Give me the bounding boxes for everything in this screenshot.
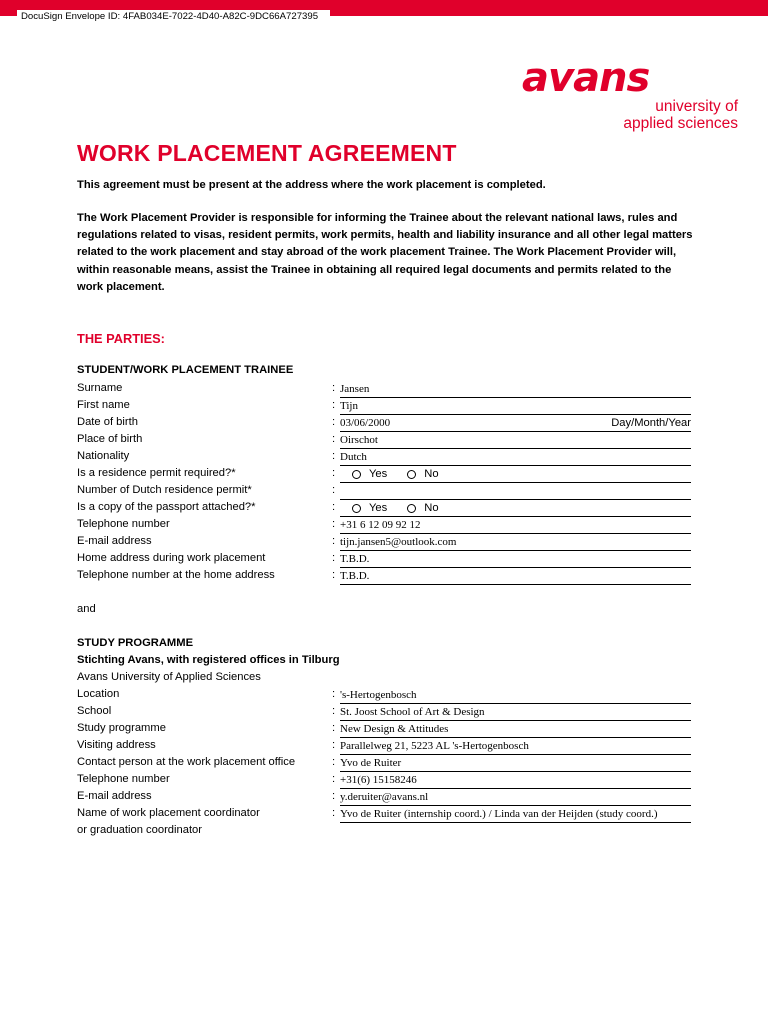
telephone-row (77, 517, 691, 534)
programme-telephone-row (77, 772, 691, 789)
school-label: School (77, 705, 112, 717)
passport-copy-no-radio[interactable] (407, 500, 438, 517)
location-label: Location (77, 688, 120, 700)
surname-field[interactable]: Jansen (340, 381, 691, 398)
first-name-label: First name (77, 399, 130, 411)
trainee-heading: STUDENT/WORK PLACEMENT TRAINEE (77, 364, 294, 376)
surname-label: Surname (77, 382, 123, 394)
residence-permit-yes-radio[interactable] (352, 466, 387, 483)
colon: : (332, 399, 336, 411)
no-label: No (424, 468, 439, 480)
radio-circle-icon (407, 470, 416, 479)
programme-telephone-field[interactable]: +31(6) 15158246 (340, 772, 691, 789)
passport-copy-options (340, 500, 691, 517)
logo-line-1: university of (655, 98, 738, 115)
avans-logo (520, 55, 738, 132)
colon: : (332, 688, 336, 700)
visiting-address-field[interactable]: Parallelweg 21, 5223 AL 's-Hertogenbosch (340, 738, 691, 755)
radio-circle-icon (352, 504, 361, 513)
home-address-label: Home address during work placement (77, 552, 266, 564)
home-telephone-field[interactable]: T.B.D. (340, 568, 691, 585)
intro-paragraph-2: The Work Placement Provider is responsible for informing the Trainee about the relevant national laws, rules and regulations related to visas, resident permits, work permits, health and liability insurance and all other legal matters related to the work placement and stay abroad of the work placement Trainee. The Work Placement Provider will, within reasonable means, assist the Trainee in obtaining all required legal documents and permits related to the work placement. (77, 212, 693, 293)
study-programme-label: Study programme (77, 722, 166, 734)
residence-permit-required-options (340, 466, 691, 483)
home-telephone-row (77, 568, 691, 585)
colon: : (332, 807, 336, 819)
programme-org: Stichting Avans, with registered offices in Tilburg (77, 654, 340, 666)
study-programme-field[interactable]: New Design & Attitudes (340, 721, 691, 738)
coordinator-row (77, 806, 691, 823)
programme-university: Avans University of Applied Sciences (77, 671, 261, 683)
colon: : (332, 450, 336, 462)
no-label: No (424, 502, 439, 514)
coordinator-label: Name of work placement coordinator (77, 807, 260, 819)
home-telephone-label: Telephone number at the home address (77, 569, 275, 581)
first-name-row (77, 398, 691, 415)
dob-field[interactable] (340, 415, 691, 432)
colon: : (332, 467, 336, 479)
programme-email-field[interactable]: y.deruiter@avans.nl (340, 789, 691, 806)
nationality-label: Nationality (77, 450, 130, 462)
email-row (77, 534, 691, 551)
logo-brand: avans (522, 55, 650, 101)
programme-email-row (77, 789, 691, 806)
contact-person-label: Contact person at the work placement office (77, 756, 296, 768)
colon: : (332, 722, 336, 734)
colon: : (332, 756, 336, 768)
residence-permit-number-row (77, 483, 691, 500)
passport-copy-yes-radio[interactable] (352, 500, 387, 517)
home-address-row (77, 551, 691, 568)
docusign-envelope-id: DocuSign Envelope ID: 4FAB034E-7022-4D40-A82C-9DC66A727395 (17, 10, 330, 24)
nationality-row (77, 449, 691, 466)
visiting-address-label: Visiting address (77, 739, 156, 751)
dob-format-hint: Day/Month/Year (611, 417, 691, 429)
dob-row (77, 415, 691, 432)
programme-telephone-label: Telephone number (77, 773, 170, 785)
colon: : (332, 382, 336, 394)
yes-label: Yes (369, 502, 388, 514)
dob-label: Date of birth (77, 416, 138, 428)
residence-permit-required-row (77, 466, 691, 483)
place-of-birth-label: Place of birth (77, 433, 143, 445)
residence-permit-number-label: Number of Dutch residence permit* (77, 484, 252, 496)
and-text: and (77, 603, 96, 615)
email-field[interactable]: tijn.jansen5@outlook.com (340, 534, 691, 551)
logo-line-2: applied sciences (623, 115, 738, 132)
colon: : (332, 552, 336, 564)
colon: : (332, 484, 336, 496)
colon: : (332, 416, 336, 428)
home-address-field[interactable]: T.B.D. (340, 551, 691, 568)
colon: : (332, 773, 336, 785)
email-label: E-mail address (77, 535, 152, 547)
colon: : (332, 569, 336, 581)
page-title: WORK PLACEMENT AGREEMENT (77, 140, 457, 166)
colon: : (332, 790, 336, 802)
residence-permit-number-field[interactable] (340, 483, 691, 500)
passport-copy-label: Is a copy of the passport attached?* (77, 501, 256, 513)
passport-copy-row (77, 500, 691, 517)
telephone-label: Telephone number (77, 518, 170, 530)
place-of-birth-row (77, 432, 691, 449)
colon: : (332, 501, 336, 513)
visiting-address-row (77, 738, 691, 755)
school-row (77, 704, 691, 721)
location-field[interactable]: 's-Hertogenbosch (340, 687, 691, 704)
residence-permit-no-radio[interactable] (407, 466, 438, 483)
school-field[interactable]: St. Joost School of Art & Design (340, 704, 691, 721)
colon: : (332, 433, 336, 445)
place-of-birth-field[interactable]: Oirschot (340, 432, 691, 449)
programme-heading: STUDY PROGRAMME (77, 637, 194, 649)
colon: : (332, 705, 336, 717)
radio-circle-icon (352, 470, 361, 479)
nationality-field[interactable]: Dutch (340, 449, 691, 466)
telephone-field[interactable]: +31 6 12 09 92 12 (340, 517, 691, 534)
first-name-field[interactable]: Tijn (340, 398, 691, 415)
colon: : (332, 518, 336, 530)
location-row (77, 687, 691, 704)
radio-circle-icon (407, 504, 416, 513)
parties-heading: THE PARTIES: (77, 331, 165, 346)
dob-value: 03/06/2000 (340, 417, 391, 429)
coordinator-field[interactable]: Yvo de Ruiter (internship coord.) / Linda van der Heijden (study coord.) (340, 806, 691, 823)
study-programme-row (77, 721, 691, 738)
colon: : (332, 739, 336, 751)
coordinator-label-line-2: or graduation coordinator (77, 824, 203, 836)
yes-label: Yes (369, 468, 388, 480)
contact-person-row (77, 755, 691, 772)
surname-row (77, 381, 691, 398)
programme-email-label: E-mail address (77, 790, 152, 802)
colon: : (332, 535, 336, 547)
contact-person-field[interactable]: Yvo de Ruiter (340, 755, 691, 772)
intro-paragraph-1: This agreement must be present at the address where the work placement is completed. (77, 179, 546, 191)
residence-permit-required-label: Is a residence permit required?* (77, 467, 236, 479)
